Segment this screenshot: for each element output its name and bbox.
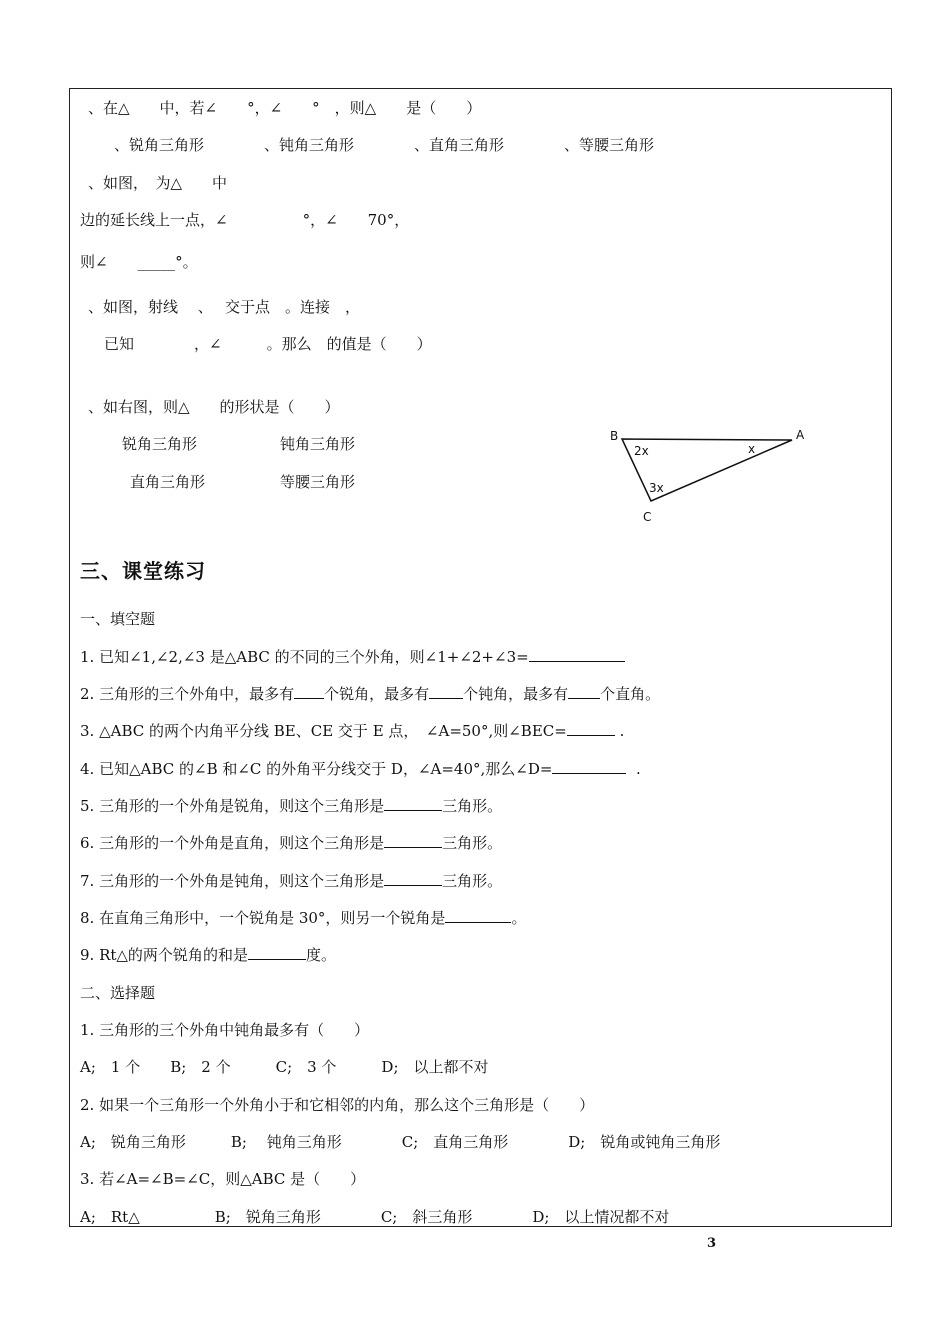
question-2-line-3: 则∠ _____°。 [80,253,198,271]
fill-question-1 [80,647,625,667]
question-1-options: 、锐角三角形 、钝角三角形 、直角三角形 、等腰三角形 [114,136,655,154]
answer-blank[interactable] [445,908,511,923]
section-title: 三、课堂练习 [80,559,206,583]
vertex-a-label: A [796,428,805,442]
fill-question-8-end: 。 [511,909,527,927]
question-4: 、如右图，则△ 的形状是（ ） [88,398,340,416]
choice-question-3-options: A; Rt△ B; 锐角三角形 C; 斜三角形 D; 以上情况都不对 [80,1208,670,1226]
choice-question-1: 1. 三角形的三个外角中钝角最多有（ ） [80,1021,370,1039]
fill-question-6 [80,833,502,853]
choice-question-2-options: A; 锐角三角形 B; 钝角三角形 C; 直角三角形 D; 锐角或钝角三角形 [80,1133,721,1151]
answer-blank[interactable] [384,833,442,848]
question-2-line-2: 边的延长线上一点，∠ °，∠ 70°， [80,211,410,229]
fill-question-5-end: 三角形。 [442,797,503,815]
fill-question-6-text: 6. 三角形的一个外角是直角，则这个三角形是 [80,834,385,852]
fill-question-5-text: 5. 三角形的一个外角是锐角，则这个三角形是 [80,797,385,815]
answer-blank[interactable] [568,684,600,699]
question-1: 、在△ 中，若∠ °，∠ ° ，则△ 是（ ） [88,99,482,117]
triangle-figure [600,424,820,528]
choice-question-3: 3. 若∠A=∠B=∠C，则△ABC 是（ ） [80,1170,366,1188]
choice-question-1-options: A; 1 个 B; 2 个 C; 3 个 D; 以上都不对 [80,1058,489,1076]
page-number: 3 [707,1236,717,1251]
fill-question-4-text: 4. 已知△ABC 的∠B 和∠C 的外角平分线交于 D，∠A=40°,那么∠D= [80,760,553,778]
question-4-option-3: 直角三角形 [130,473,206,491]
vertex-c-label: C [643,510,652,524]
question-4-option-4: 等腰三角形 [280,473,356,491]
angle-b-label: 2x [634,444,649,458]
answer-blank[interactable] [384,871,442,886]
angle-a-label: x [748,442,756,456]
choice-title: 二、选择题 [80,984,156,1002]
question-3-line-2: 已知 ，∠ 。那么 的值是（ ） [104,335,432,353]
fill-question-7 [80,871,502,891]
answer-blank[interactable] [529,647,625,662]
fill-question-7-end: 三角形。 [442,872,503,890]
question-2-line-1: 、如图， 为△ 中 [88,174,228,192]
fill-question-5 [80,796,502,816]
choice-question-2: 2. 如果一个三角形一个外角小于和它相邻的内角，那么这个三角形是（ ） [80,1096,595,1114]
fill-question-2-text-a: 2. 三角形的三个外角中，最多有 [80,685,295,703]
fill-question-1-text: 1. 已知∠1,∠2,∠3 是△ABC 的不同的三个外角，则∠1+∠2+∠3= [80,648,529,666]
fill-question-4 [80,759,641,779]
fill-question-2-text-b: 个锐角，最多有 [324,685,430,703]
fill-question-8 [80,908,526,928]
fill-question-3 [80,721,624,741]
fill-question-8-text: 8. 在直角三角形中，一个锐角是 30°，则另一个锐角是 [80,909,446,927]
fill-question-2-text-d: 个直角。 [600,685,661,703]
fill-question-9-end: 度。 [305,946,336,964]
fill-question-2-text-c: 个钝角，最多有 [463,685,569,703]
question-4-option-1: 锐角三角形 [122,435,198,453]
answer-blank[interactable] [248,945,306,960]
fill-question-7-text: 7. 三角形的一个外角是钝角，则这个三角形是 [80,872,385,890]
fill-question-2 [80,684,660,704]
fill-question-3-text: 3. △ABC 的两个内角平分线 BE、CE 交于 E 点， ∠A=50°,则∠BEC= [80,722,567,740]
answer-blank[interactable] [552,759,626,774]
question-4-option-2: 钝角三角形 [280,435,356,453]
fill-question-4-end: . [626,760,641,778]
answer-blank[interactable] [384,796,442,811]
fill-question-3-end: . [614,722,625,740]
angle-c-label: 3x [649,481,664,495]
answer-blank[interactable] [567,721,615,736]
fill-question-9-text: 9. Rt△的两个锐角的和是 [80,946,248,964]
answer-blank[interactable] [429,684,463,699]
fill-question-6-end: 三角形。 [442,834,503,852]
vertex-b-label: B [610,429,619,443]
fill-in-title: 一、填空题 [80,610,156,628]
fill-question-9 [80,945,336,965]
answer-blank[interactable] [294,684,324,699]
question-3-line-1: 、如图，射线 、 交于点 。连接 ， [88,298,361,316]
